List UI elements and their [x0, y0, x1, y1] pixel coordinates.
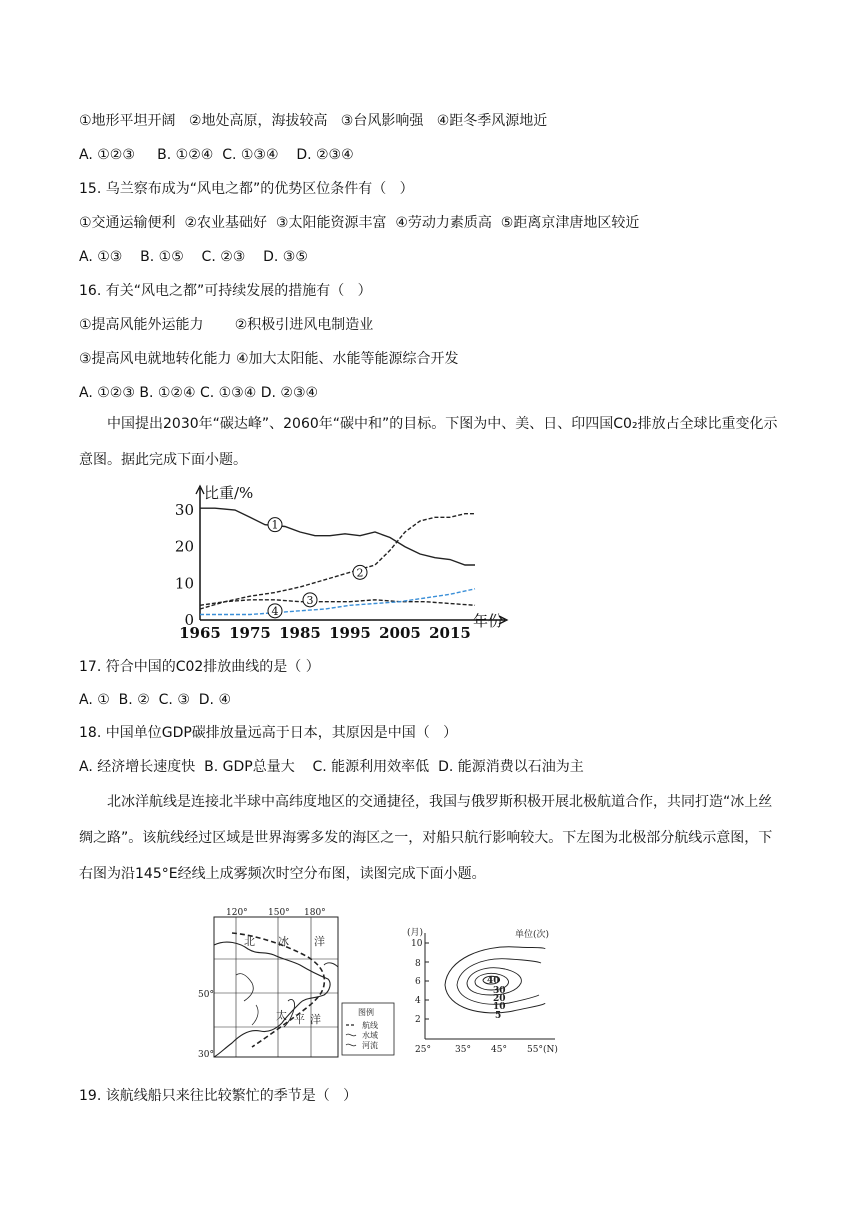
options-q16-b: ③提高风电就地转化能力 ④加大太阳能、水能等能源综合开发	[79, 351, 459, 367]
answers-q16: A. ①②③ B. ①②④ C. ①③④ D. ②③④	[79, 385, 319, 401]
contour-label-5: 5	[495, 1011, 502, 1021]
series-line-3	[200, 600, 475, 609]
legend-title: 图例	[358, 1008, 374, 1017]
fog-y-tick: 2	[415, 1015, 421, 1025]
contour-label-40: 40	[487, 976, 500, 986]
map-legend	[342, 1003, 394, 1055]
question-19: 19. 该航线船只来往比较繁忙的季节是（ ）	[79, 1088, 358, 1104]
lon-label-120: 120°	[226, 908, 248, 918]
x-tick-label: 1985	[279, 624, 321, 640]
ocean-label: 北	[244, 935, 255, 948]
fog-unit-label: 单位(次)	[515, 930, 550, 940]
series-label-2: 2	[356, 566, 364, 580]
answers-q17: A. ① B. ② C. ③ D. ④	[79, 692, 231, 708]
fog-x-tick: 55°(N)	[527, 1045, 558, 1055]
fog-x-tick: 45°	[491, 1045, 507, 1055]
fog-frequency-figure	[405, 925, 575, 1060]
legend-item-river: 河流	[362, 1041, 378, 1050]
contour-label-30: 30	[493, 986, 506, 996]
x-tick-label: 1965	[179, 624, 221, 640]
ocean-label: 平	[294, 1013, 305, 1026]
fog-x-tick: 35°	[455, 1045, 471, 1055]
arctic-route-map	[196, 905, 396, 1060]
answers-q14: A. ①②③ B. ①②④ C. ①③④ D. ②③④	[79, 147, 354, 163]
lat-label-30: 30°	[198, 1050, 214, 1060]
options-q16-a: ①提高风能外运能力 ②积极引进风电制造业	[79, 317, 374, 333]
fog-y-tick: 4	[415, 996, 421, 1006]
y-axis-label: 比重/%	[204, 484, 254, 502]
series-label-1: 1	[271, 518, 279, 532]
y-tick-label: 0	[184, 611, 194, 629]
answers-q15: A. ①③ B. ①⑤ C. ②③ D. ③⑤	[79, 249, 308, 265]
series-line-2	[200, 514, 475, 606]
fog-y-tick: 6	[415, 977, 421, 987]
fog-y-tick: 10	[411, 939, 423, 949]
x-tick-label: 2015	[429, 624, 471, 640]
contour-label-20: 20	[493, 994, 506, 1004]
x-tick-label: 2005	[379, 624, 421, 640]
fog-y-unit: (月)	[407, 928, 424, 938]
ocean-label: 冰	[278, 935, 289, 948]
series-label-4: 4	[271, 604, 279, 618]
fog-y-tick: 8	[415, 959, 421, 969]
legend-item-water: 水域	[362, 1031, 378, 1040]
legend-item-route: 航线	[362, 1021, 378, 1030]
intro-paragraph-arctic: 北冰洋航线是连接北半球中高纬度地区的交通捷径，我国与俄罗斯积极开展北极航道合作，共同打造“冰上丝绸之路”。该航线经过区域是世界海雾多发的海区之一，对船只航行影响较大。下左图为北极部分航线示意图，下右图为沿145°E经线上成雾频次时空分布图，读图完成下面小题。	[79, 794, 773, 882]
intro-paragraph-co2: 中国提出2030年“碳达峰”、2060年“碳中和”的目标。下图为中、美、日、印四国C0₂排放占全球比重变化示意图。据此完成下面小题。	[79, 416, 778, 468]
map-lon-labels	[198, 908, 326, 1060]
ocean-label: 洋	[314, 935, 325, 948]
question-18: 18. 中国单位GDP碳排放量远高于日本，其原因是中国（ ）	[79, 725, 458, 741]
question-17: 17. 符合中国的C02排放曲线的是（ ）	[79, 659, 320, 675]
y-tick-label: 30	[174, 501, 194, 519]
question-16: 16. 有关“风电之都”可持续发展的措施有（ ）	[79, 283, 372, 299]
co2-share-chart	[170, 480, 515, 640]
series-label-3: 3	[306, 593, 314, 607]
series-line-1	[200, 508, 475, 565]
x-tick-label: 1975	[229, 624, 271, 640]
x-axis-label: 年份	[473, 612, 504, 630]
fog-x-tick: 25°	[415, 1045, 431, 1055]
lon-label-180: 180°	[304, 908, 326, 918]
ocean-label: 洋	[310, 1013, 321, 1026]
question-15: 15. 乌兰察布成为“风电之都”的优势区位条件有（ ）	[79, 181, 414, 197]
lon-label-150: 150°	[268, 908, 290, 918]
x-tick-label: 1995	[329, 624, 371, 640]
lat-label-50: 50°	[198, 990, 214, 1000]
contour-label-10: 10	[493, 1002, 506, 1012]
ocean-label: 太	[276, 1009, 287, 1022]
options-q14: ①地形平坦开阔 ②地处高原，海拔较高 ③台风影响强 ④距冬季风源地近	[79, 113, 548, 129]
y-tick-label: 10	[174, 574, 194, 593]
options-q15: ①交通运输便利 ②农业基础好 ③太阳能资源丰富 ④劳动力素质高 ⑤距离京津唐地区较近	[79, 215, 640, 231]
answers-q18: A. 经济增长速度快 B. GDP总量大 C. 能源利用效率低 D. 能源消费以石油为主	[79, 759, 584, 775]
y-tick-label: 20	[174, 537, 194, 556]
